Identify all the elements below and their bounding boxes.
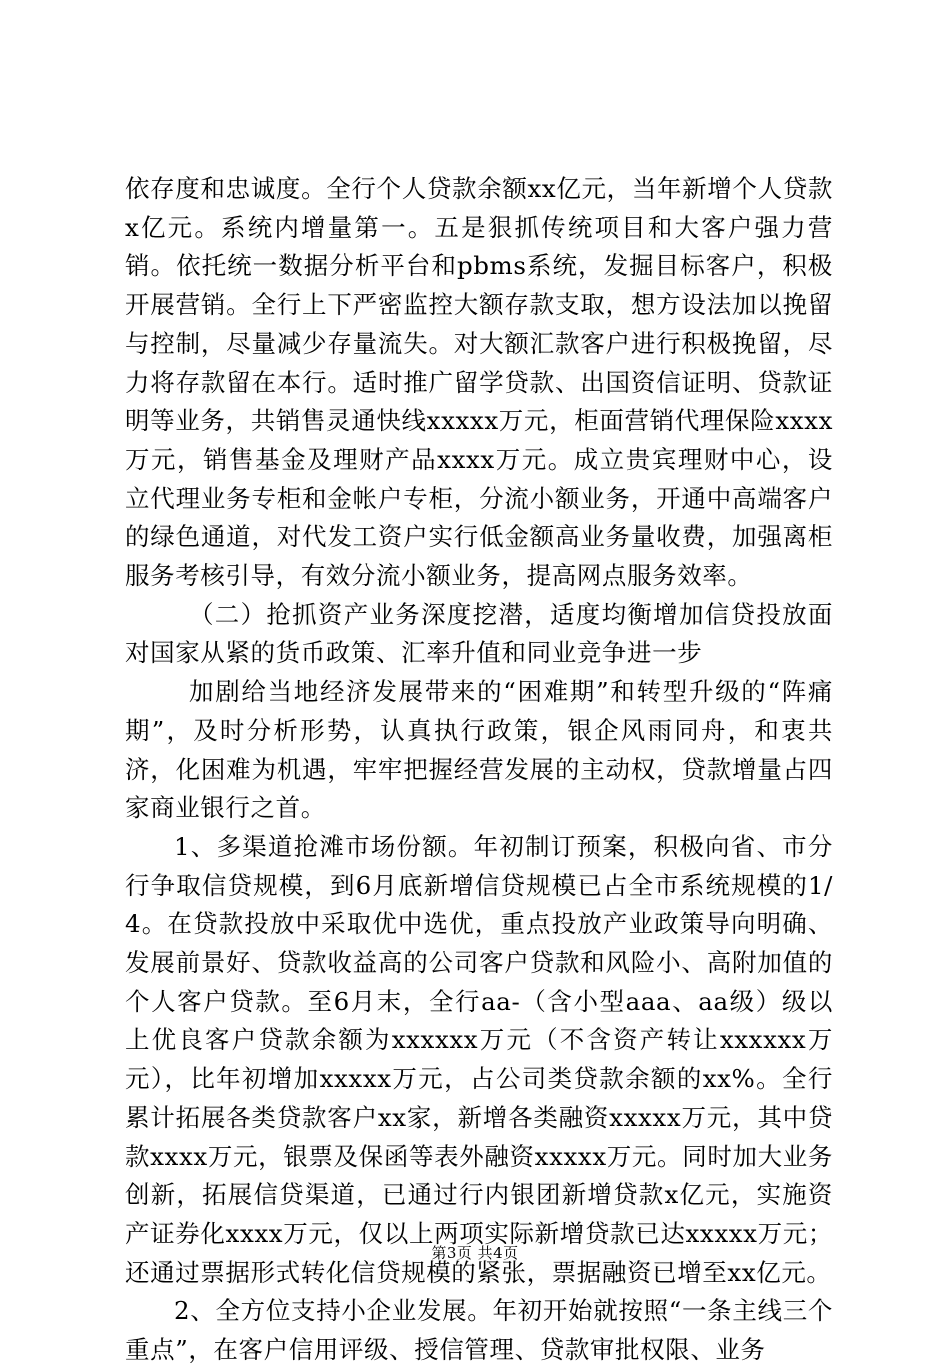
paragraph-retail-marketing: 依存度和忠诚度。全行个人贷款余额xx亿元，当年新增个人贷款x亿元。系统内增量第一。五是狠抓传统项目和大客户强力营销。依托统一数据分析平台和pbms系统，发掘目标客户，积极开展营销。全行上下严密监控大额存款支取，想方设法加以挽留与控制，尽量减少存量流失。对大额汇款客户进行积极挽留，尽力将存款留在本行。适时推广留学贷款、出国资信证明、贷款证明等业务，共销售灵通快线xxxxx万元，柜面营销代理保险xxxx万元，销售基金及理财产品xxxx万元。成立贵宾理财中心，设立代理业务专柜和金帐户专柜，分流小额业务，开通中高端客户的绿色通道，对代发工资户实行低金额高业务量收费，加强离柜服务考核引导，有效分流小额业务，提高网点服务效率。 (125, 174, 833, 591)
paragraph-economic-context: 加剧给当地经济发展带来的“困难期”和转型升级的“阵痛期”，及时分析形势，认真执行政策，银企风雨同舟，和衷共济，化困难为机遇，牢牢把握经营发展的主动权，贷款增量占四家商业银行之首。 (125, 677, 833, 823)
paragraph-small-business-support: 2、全方位支持小企业发展。年初开始就按照“一条主线三个重点”，在客户信用评级、授信管理、贷款审批权限、业务 (125, 1296, 833, 1365)
paragraph-market-share: 1、多渠道抢滩市场份额。年初制订预案，积极向省、市分行争取信贷规模，到6月底新增信贷规模已占全市系统规模的1/4。在贷款投放中采取优中选优，重点投放产业政策导向明确、发展前景好、贷款收益高的公司客户贷款和风险小、高附加值的个人客户贷款。至6月末，全行aa-（含小型aaa、aa级）级以上优良客户贷款余额为xxxxxx万元（不含资产转让xxxxxx万元），比年初增加xxxxx万元，占公司类贷款余额的xx%。全行累计拓展各类贷款客户xx家，新增各类融资xxxxx万元，其中贷款xxxx万元，银票及保函等表外融资xxxxx万元。同时加大业务创新，拓展信贷渠道，已通过行内银团新增贷款x亿元，实施资产证券化xxxx万元，仅以上两项实际新增贷款已达xxxxx万元；还通过票据形式转化信贷规模的紧张，票据融资已增至xx亿元。 (125, 831, 833, 1287)
paragraph-section-heading-asset-business: （二）抢抓资产业务深度挖潜，适度均衡增加信贷投放面对国家从紧的货币政策、汇率升值和同业竞争进一步 (125, 599, 833, 668)
document-body (125, 170, 833, 1370)
page-footer: 第3页 共4页 (431, 1244, 519, 1262)
